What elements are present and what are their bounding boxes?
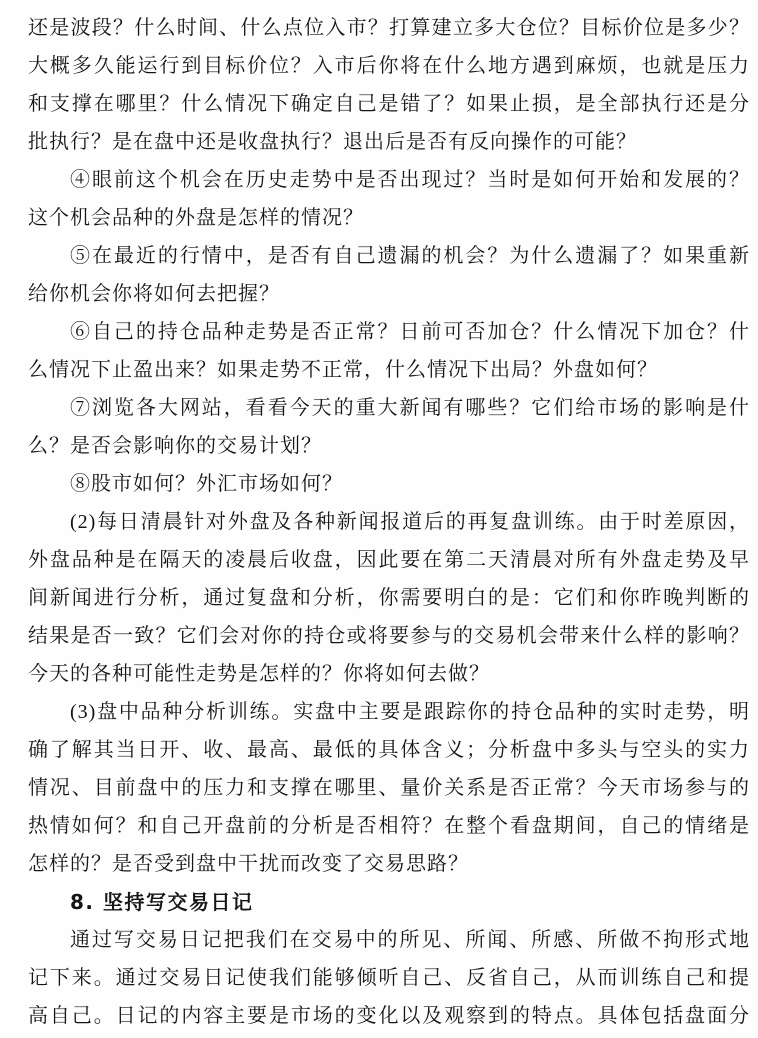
text-line: 结果是否一致？它们会对你的持仓或将要参与的交易机会带来什么样的影响？ <box>28 625 750 647</box>
text-line: 怎样的？是否受到盘中干扰而改变了交易思路？ <box>28 853 469 875</box>
text-line: 今天的各种可能性走势是怎样的？你将如何去做？ <box>28 663 490 685</box>
text-line: 批执行？是在盘中还是收盘执行？退出后是否有反向操作的可能？ <box>28 131 637 153</box>
section-heading: 8. 坚持写交易日记 <box>70 890 254 914</box>
text-line: 么情况下止盈出来？如果走势不正常，什么情况下出局？外盘如何？ <box>28 359 658 381</box>
list-item-line-6: ⑥自己的持仓品种走势是否正常？日前可否加仓？什么情况下加仓？什 <box>70 321 750 343</box>
paragraph-2-start: (2)每日清晨针对外盘及各种新闻报道后的再复盘训练。由于时差原因， <box>70 511 750 533</box>
list-item-line-4: ④眼前这个机会在历史走势中是否出现过？当时是如何开始和发展的？ <box>70 169 750 191</box>
text-line: 这个机会品种的外盘是怎样的情况？ <box>28 207 364 229</box>
list-item-line-7: ⑦浏览各大网站，看看今天的重大新闻有哪些？它们给市场的影响是什 <box>70 397 750 419</box>
text-line: 确了解其当日开、收、最高、最低的具体含义；分析盘中多头与空头的实力 <box>28 739 750 761</box>
text-line: 大概多久能运行到目标价位？入市后你将在什么地方遇到麻烦，也就是压力 <box>28 55 750 77</box>
text-line: 热情如何？和自己开盘前的分析是否相符？在整个看盘期间，自己的情绪是 <box>28 815 750 837</box>
list-item-line-8: ⑧股市如何？外汇市场如何？ <box>70 473 343 495</box>
text-line: 和支撑在哪里？什么情况下确定自己是错了？如果止损，是全部执行还是分 <box>28 93 750 115</box>
list-item-line-5: ⑤在最近的行情中，是否有自己遗漏的机会？为什么遗漏了？如果重新 <box>70 245 750 267</box>
paragraph-start: 通过写交易日记把我们在交易中的所见、所闻、所感、所做不拘形式地 <box>70 929 750 951</box>
text-line: 记下来。通过交易日记使我们能够倾听自己、反省自己，从而训练自己和提 <box>28 967 750 989</box>
paragraph-3-start: (3)盘中品种分析训练。实盘中主要是跟踪你的持仓品种的实时走势，明 <box>70 701 750 723</box>
text-line: 高自己。日记的内容主要是市场的变化以及观察到的特点。具体包括盘面分 <box>28 1005 750 1027</box>
text-line: 间新闻进行分析，通过复盘和分析，你需要明白的是：它们和你昨晚判断的 <box>28 587 750 609</box>
text-line: 么？是否会影响你的交易计划？ <box>28 435 322 457</box>
text-line: 还是波段？什么时间、什么点位入市？打算建立多大仓位？目标价位是多少？ <box>28 17 750 39</box>
text-line: 外盘品种是在隔天的凌晨后收盘，因此要在第二天清晨对所有外盘走势及早 <box>28 549 750 571</box>
text-line: 给你机会你将如何去把握？ <box>28 283 280 305</box>
text-line: 情况、目前盘中的压力和支撑在哪里、量价关系是否正常？今天市场参与的 <box>28 777 750 799</box>
